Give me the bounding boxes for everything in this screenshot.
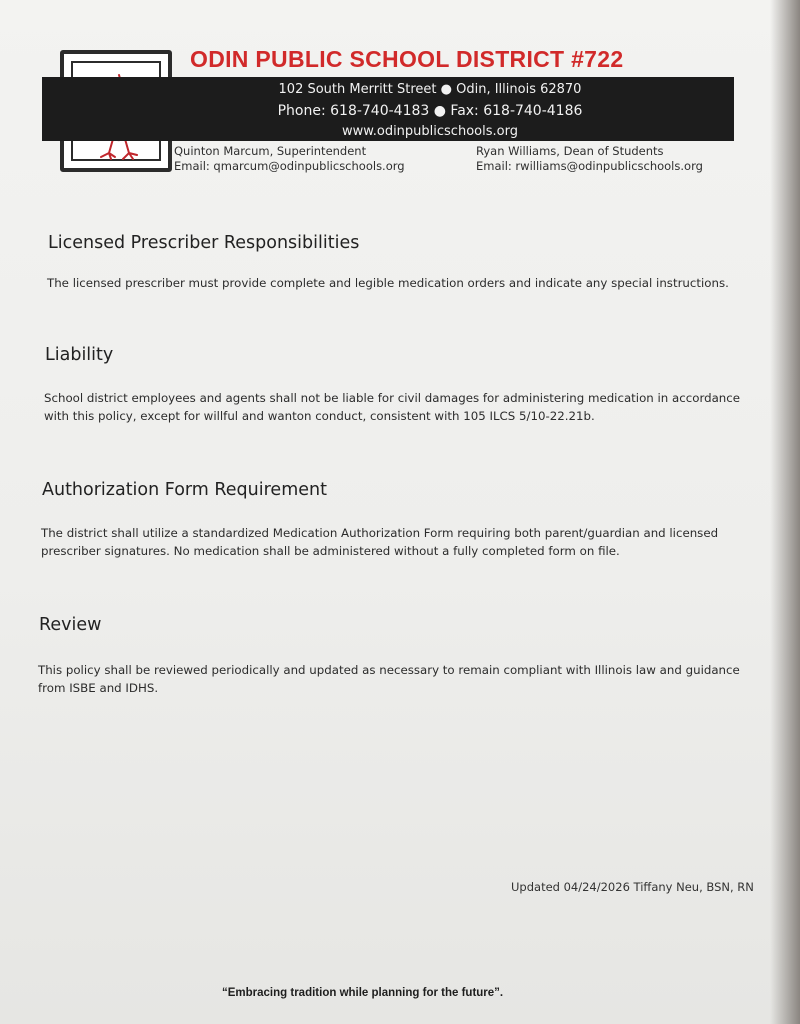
section-heading-review: Review [39,615,102,635]
superintendent-name: Quinton Marcum, Superintendent [174,144,367,158]
district-phone-fax: Phone: 618-740-4183 ● Fax: 618-740-4186 [277,103,583,119]
section-body-authorization: The district shall utilize a standardized Medication Authorization Form requiring both parent/guardian and licensed prescriber signatures. No medication shall be administered without a fully completed form on file. [41,526,719,558]
district-name: ODIN PUBLIC SCHOOL DISTRICT #722 [190,46,624,72]
superintendent-email: Email: qmarcum@odinpublicschools.org [174,159,405,173]
district-address: 102 South Merritt Street ● Odin, Illinois 62870 [278,82,582,97]
dean-email: Email: rwilliams@odinpublicschools.org [476,159,703,173]
dean-contact [476,144,703,174]
table-surface [770,0,800,1024]
updated-note: Updated 04/24/2026 Tiffany Neu, BSN, RN [511,880,754,894]
superintendent-contact [174,144,405,174]
section-heading-authorization: Authorization Form Requirement [42,480,327,500]
section-body-prescriber: The licensed prescriber must provide complete and legible medication orders and indicate any special instructions. [47,276,729,290]
district-motto: “Embracing tradition while planning for the future”. [222,987,504,999]
section-body-liability: School district employees and agents shall not be liable for civil damages for administering medication in accordance with this policy, except for willful and wanton conduct, consistent with 105 ILCS 5/10-22.21b. [44,391,741,423]
section-heading-liability: Liability [45,345,114,365]
district-website: www.odinpublicschools.org [342,124,518,139]
section-heading-prescriber: Licensed Prescriber Responsibilities [48,233,360,253]
dean-name: Ryan Williams, Dean of Students [476,144,664,158]
section-body-review: This policy shall be reviewed periodically and updated as necessary to remain compliant with Illinois law and guidance from ISBE and IDHS. [38,663,740,695]
